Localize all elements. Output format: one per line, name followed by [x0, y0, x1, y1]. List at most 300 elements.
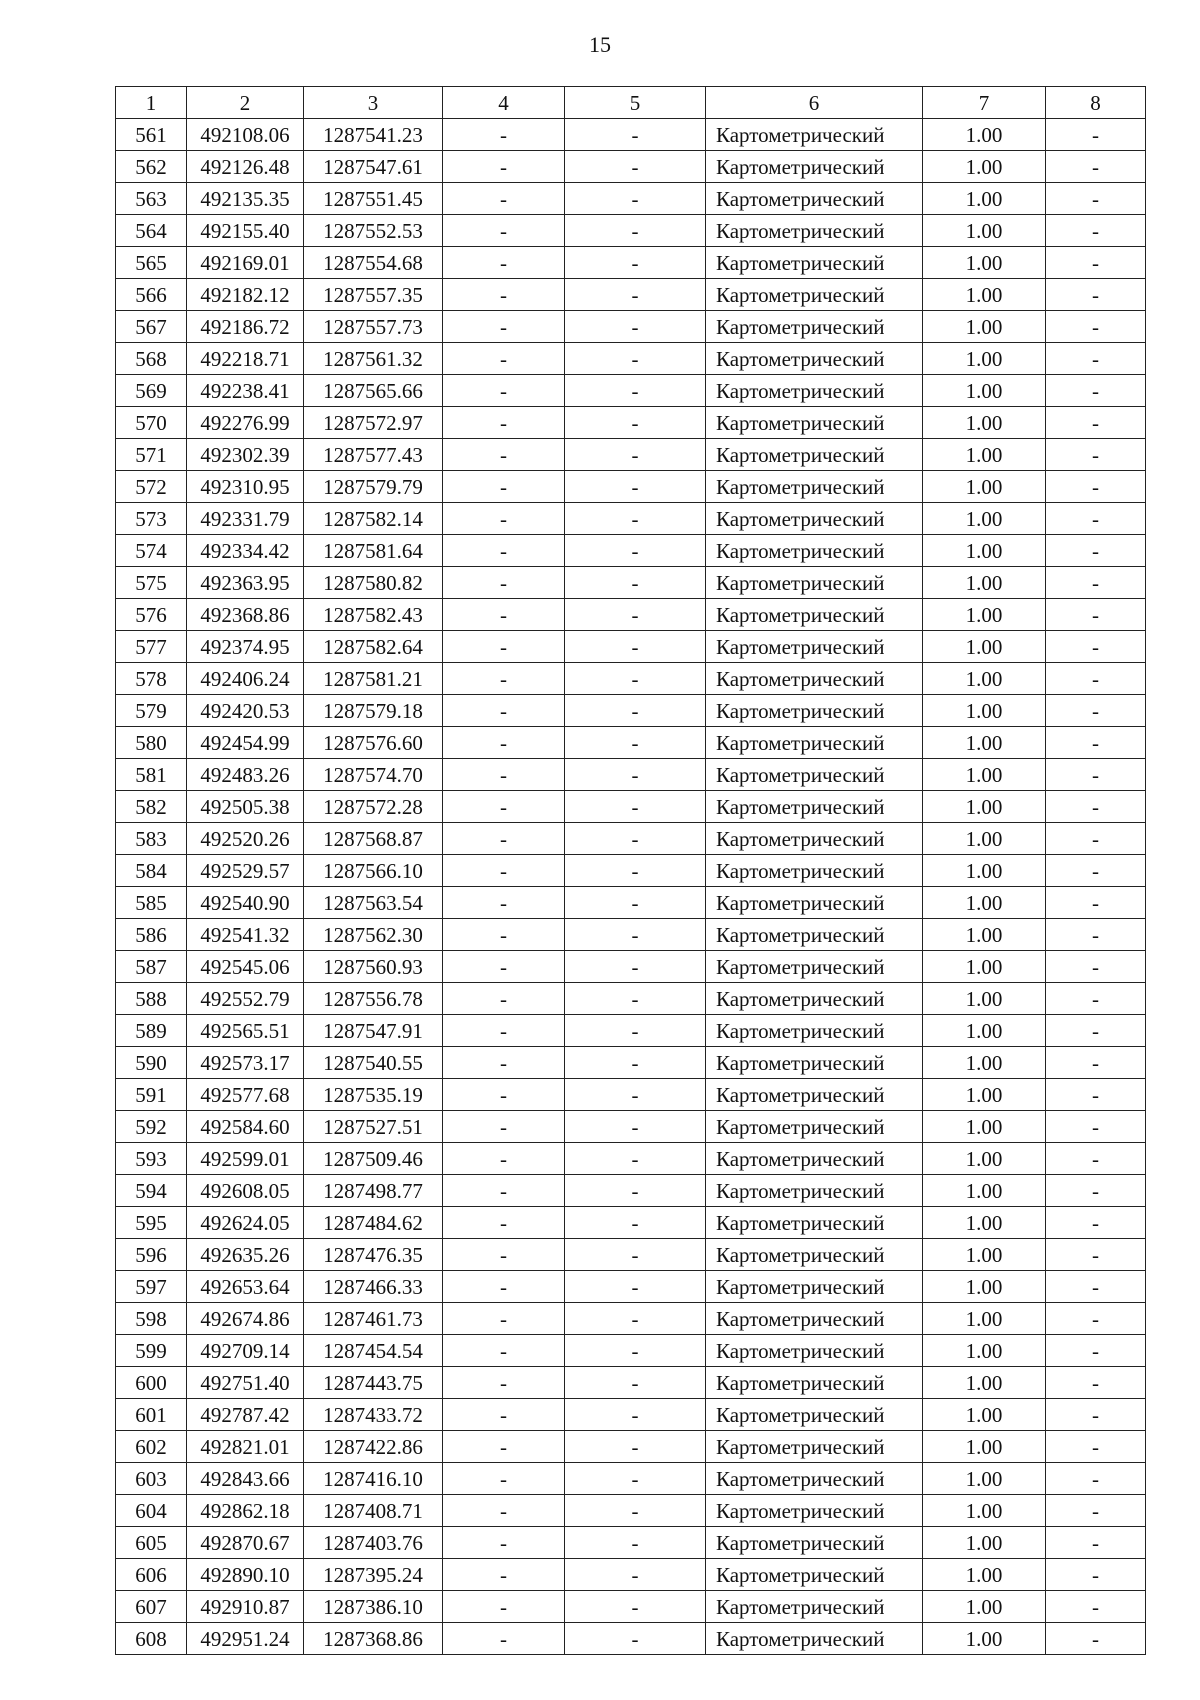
point-number-cell: 598 — [116, 1303, 187, 1335]
table-row — [116, 247, 1146, 279]
x-coordinate-cell: 492126.48 — [187, 151, 304, 183]
col8-cell: - — [1046, 951, 1146, 983]
accuracy-cell: 1.00 — [923, 311, 1046, 343]
method-cell: Картометрический — [706, 119, 923, 151]
column-header: 5 — [565, 87, 706, 119]
y-coordinate-cell: 1287560.93 — [304, 951, 443, 983]
y-coordinate-cell: 1287582.43 — [304, 599, 443, 631]
x-coordinate-cell: 492624.05 — [187, 1207, 304, 1239]
col5-cell: - — [565, 1623, 706, 1655]
y-coordinate-cell: 1287395.24 — [304, 1559, 443, 1591]
col4-cell: - — [443, 119, 565, 151]
col8-cell: - — [1046, 1047, 1146, 1079]
point-number-cell: 591 — [116, 1079, 187, 1111]
method-cell: Картометрический — [706, 951, 923, 983]
col8-cell: - — [1046, 1271, 1146, 1303]
col4-cell: - — [443, 535, 565, 567]
table-row — [116, 1495, 1146, 1527]
accuracy-cell: 1.00 — [923, 567, 1046, 599]
col8-cell: - — [1046, 535, 1146, 567]
col4-cell: - — [443, 1335, 565, 1367]
method-cell: Картометрический — [706, 631, 923, 663]
y-coordinate-cell: 1287422.86 — [304, 1431, 443, 1463]
col4-cell: - — [443, 951, 565, 983]
table-row — [116, 887, 1146, 919]
col4-cell: - — [443, 887, 565, 919]
header-row — [116, 87, 1146, 119]
col4-cell: - — [443, 1239, 565, 1271]
col5-cell: - — [565, 1079, 706, 1111]
point-number-cell: 580 — [116, 727, 187, 759]
table-row — [116, 1399, 1146, 1431]
col5-cell: - — [565, 663, 706, 695]
y-coordinate-cell: 1287556.78 — [304, 983, 443, 1015]
accuracy-cell: 1.00 — [923, 695, 1046, 727]
column-header: 2 — [187, 87, 304, 119]
x-coordinate-cell: 492674.86 — [187, 1303, 304, 1335]
accuracy-cell: 1.00 — [923, 631, 1046, 663]
accuracy-cell: 1.00 — [923, 727, 1046, 759]
method-cell: Картометрический — [706, 279, 923, 311]
accuracy-cell: 1.00 — [923, 599, 1046, 631]
y-coordinate-cell: 1287454.54 — [304, 1335, 443, 1367]
accuracy-cell: 1.00 — [923, 215, 1046, 247]
col5-cell: - — [565, 791, 706, 823]
method-cell: Картометрический — [706, 503, 923, 535]
method-cell: Картометрический — [706, 855, 923, 887]
accuracy-cell: 1.00 — [923, 1495, 1046, 1527]
accuracy-cell: 1.00 — [923, 1431, 1046, 1463]
method-cell: Картометрический — [706, 695, 923, 727]
y-coordinate-cell: 1287547.91 — [304, 1015, 443, 1047]
point-number-cell: 583 — [116, 823, 187, 855]
col5-cell: - — [565, 471, 706, 503]
method-cell: Картометрический — [706, 471, 923, 503]
col5-cell: - — [565, 855, 706, 887]
col8-cell: - — [1046, 407, 1146, 439]
table-row — [116, 1335, 1146, 1367]
col4-cell: - — [443, 1015, 565, 1047]
method-cell: Картометрический — [706, 183, 923, 215]
table-row — [116, 823, 1146, 855]
table-row — [116, 599, 1146, 631]
accuracy-cell: 1.00 — [923, 823, 1046, 855]
method-cell: Картометрический — [706, 1591, 923, 1623]
point-number-cell: 574 — [116, 535, 187, 567]
col8-cell: - — [1046, 1463, 1146, 1495]
x-coordinate-cell: 492368.86 — [187, 599, 304, 631]
col8-cell: - — [1046, 983, 1146, 1015]
y-coordinate-cell: 1287557.73 — [304, 311, 443, 343]
point-number-cell: 606 — [116, 1559, 187, 1591]
point-number-cell: 564 — [116, 215, 187, 247]
accuracy-cell: 1.00 — [923, 247, 1046, 279]
table-row — [116, 1527, 1146, 1559]
accuracy-cell: 1.00 — [923, 279, 1046, 311]
col4-cell: - — [443, 183, 565, 215]
x-coordinate-cell: 492552.79 — [187, 983, 304, 1015]
col4-cell: - — [443, 1367, 565, 1399]
accuracy-cell: 1.00 — [923, 407, 1046, 439]
method-cell: Картометрический — [706, 663, 923, 695]
accuracy-cell: 1.00 — [923, 1271, 1046, 1303]
table-row — [116, 855, 1146, 887]
col4-cell: - — [443, 727, 565, 759]
col4-cell: - — [443, 567, 565, 599]
col8-cell: - — [1046, 151, 1146, 183]
point-number-cell: 588 — [116, 983, 187, 1015]
point-number-cell: 608 — [116, 1623, 187, 1655]
accuracy-cell: 1.00 — [923, 1047, 1046, 1079]
page-number: 15 — [589, 32, 611, 57]
col8-cell: - — [1046, 727, 1146, 759]
x-coordinate-cell: 492577.68 — [187, 1079, 304, 1111]
table-row — [116, 1047, 1146, 1079]
x-coordinate-cell: 492540.90 — [187, 887, 304, 919]
x-coordinate-cell: 492635.26 — [187, 1239, 304, 1271]
table-row — [116, 471, 1146, 503]
col5-cell: - — [565, 823, 706, 855]
col4-cell: - — [443, 1399, 565, 1431]
table-row — [116, 1175, 1146, 1207]
method-cell: Картометрический — [706, 1495, 923, 1527]
table-header — [116, 87, 1146, 119]
y-coordinate-cell: 1287527.51 — [304, 1111, 443, 1143]
y-coordinate-cell: 1287579.79 — [304, 471, 443, 503]
y-coordinate-cell: 1287561.32 — [304, 343, 443, 375]
point-number-cell: 599 — [116, 1335, 187, 1367]
table-row — [116, 791, 1146, 823]
table-row — [116, 663, 1146, 695]
y-coordinate-cell: 1287547.61 — [304, 151, 443, 183]
col5-cell: - — [565, 1463, 706, 1495]
x-coordinate-cell: 492751.40 — [187, 1367, 304, 1399]
accuracy-cell: 1.00 — [923, 1463, 1046, 1495]
col5-cell: - — [565, 887, 706, 919]
method-cell: Картометрический — [706, 1047, 923, 1079]
x-coordinate-cell: 492529.57 — [187, 855, 304, 887]
accuracy-cell: 1.00 — [923, 1239, 1046, 1271]
point-number-cell: 566 — [116, 279, 187, 311]
col8-cell: - — [1046, 1431, 1146, 1463]
col4-cell: - — [443, 855, 565, 887]
col5-cell: - — [565, 311, 706, 343]
table-row — [116, 1271, 1146, 1303]
point-number-cell: 593 — [116, 1143, 187, 1175]
accuracy-cell: 1.00 — [923, 151, 1046, 183]
table-row — [116, 503, 1146, 535]
table-body — [116, 119, 1146, 1655]
table-row — [116, 1143, 1146, 1175]
x-coordinate-cell: 492331.79 — [187, 503, 304, 535]
accuracy-cell: 1.00 — [923, 759, 1046, 791]
col8-cell: - — [1046, 1527, 1146, 1559]
point-number-cell: 603 — [116, 1463, 187, 1495]
x-coordinate-cell: 492218.71 — [187, 343, 304, 375]
col4-cell: - — [443, 471, 565, 503]
point-number-cell: 604 — [116, 1495, 187, 1527]
table-row — [116, 343, 1146, 375]
col5-cell: - — [565, 1175, 706, 1207]
col4-cell: - — [443, 823, 565, 855]
x-coordinate-cell: 492541.32 — [187, 919, 304, 951]
point-number-cell: 582 — [116, 791, 187, 823]
col8-cell: - — [1046, 1303, 1146, 1335]
point-number-cell: 573 — [116, 503, 187, 535]
y-coordinate-cell: 1287574.70 — [304, 759, 443, 791]
point-number-cell: 595 — [116, 1207, 187, 1239]
table-row — [116, 983, 1146, 1015]
table-row — [116, 375, 1146, 407]
point-number-cell: 590 — [116, 1047, 187, 1079]
y-coordinate-cell: 1287484.62 — [304, 1207, 443, 1239]
method-cell: Картометрический — [706, 1271, 923, 1303]
point-number-cell: 571 — [116, 439, 187, 471]
col4-cell: - — [443, 343, 565, 375]
col5-cell: - — [565, 375, 706, 407]
accuracy-cell: 1.00 — [923, 1015, 1046, 1047]
x-coordinate-cell: 492454.99 — [187, 727, 304, 759]
col5-cell: - — [565, 119, 706, 151]
table-row — [116, 759, 1146, 791]
column-header: 1 — [116, 87, 187, 119]
col8-cell: - — [1046, 759, 1146, 791]
col8-cell: - — [1046, 311, 1146, 343]
table-row — [116, 1463, 1146, 1495]
col8-cell: - — [1046, 343, 1146, 375]
method-cell: Картометрический — [706, 759, 923, 791]
col4-cell: - — [443, 215, 565, 247]
col5-cell: - — [565, 183, 706, 215]
col8-cell: - — [1046, 1495, 1146, 1527]
col4-cell: - — [443, 759, 565, 791]
col4-cell: - — [443, 1591, 565, 1623]
method-cell: Картометрический — [706, 1623, 923, 1655]
x-coordinate-cell: 492363.95 — [187, 567, 304, 599]
y-coordinate-cell: 1287582.14 — [304, 503, 443, 535]
table-row — [116, 1431, 1146, 1463]
column-header: 4 — [443, 87, 565, 119]
table-row — [116, 695, 1146, 727]
col5-cell: - — [565, 215, 706, 247]
point-number-cell: 563 — [116, 183, 187, 215]
col5-cell: - — [565, 1239, 706, 1271]
x-coordinate-cell: 492169.01 — [187, 247, 304, 279]
point-number-cell: 567 — [116, 311, 187, 343]
table-row — [116, 727, 1146, 759]
x-coordinate-cell: 492584.60 — [187, 1111, 304, 1143]
x-coordinate-cell: 492406.24 — [187, 663, 304, 695]
accuracy-cell: 1.00 — [923, 503, 1046, 535]
col4-cell: - — [443, 1431, 565, 1463]
col5-cell: - — [565, 503, 706, 535]
table-row — [116, 1303, 1146, 1335]
col8-cell: - — [1046, 1015, 1146, 1047]
point-number-cell: 597 — [116, 1271, 187, 1303]
method-cell: Картометрический — [706, 823, 923, 855]
point-number-cell: 607 — [116, 1591, 187, 1623]
col4-cell: - — [443, 1207, 565, 1239]
method-cell: Картометрический — [706, 1559, 923, 1591]
table-row — [116, 407, 1146, 439]
x-coordinate-cell: 492910.87 — [187, 1591, 304, 1623]
accuracy-cell: 1.00 — [923, 1559, 1046, 1591]
accuracy-cell: 1.00 — [923, 887, 1046, 919]
point-number-cell: 584 — [116, 855, 187, 887]
x-coordinate-cell: 492573.17 — [187, 1047, 304, 1079]
table-row — [116, 279, 1146, 311]
x-coordinate-cell: 492951.24 — [187, 1623, 304, 1655]
y-coordinate-cell: 1287557.35 — [304, 279, 443, 311]
method-cell: Картометрический — [706, 1175, 923, 1207]
y-coordinate-cell: 1287582.64 — [304, 631, 443, 663]
col5-cell: - — [565, 1271, 706, 1303]
accuracy-cell: 1.00 — [923, 183, 1046, 215]
col5-cell: - — [565, 695, 706, 727]
col4-cell: - — [443, 663, 565, 695]
y-coordinate-cell: 1287498.77 — [304, 1175, 443, 1207]
col5-cell: - — [565, 279, 706, 311]
table-row — [116, 1367, 1146, 1399]
col8-cell: - — [1046, 823, 1146, 855]
col5-cell: - — [565, 1527, 706, 1559]
point-number-cell: 578 — [116, 663, 187, 695]
col4-cell: - — [443, 695, 565, 727]
y-coordinate-cell: 1287552.53 — [304, 215, 443, 247]
table-row — [116, 119, 1146, 151]
col4-cell: - — [443, 375, 565, 407]
x-coordinate-cell: 492276.99 — [187, 407, 304, 439]
y-coordinate-cell: 1287568.87 — [304, 823, 443, 855]
col5-cell: - — [565, 951, 706, 983]
x-coordinate-cell: 492843.66 — [187, 1463, 304, 1495]
method-cell: Картометрический — [706, 727, 923, 759]
point-number-cell: 568 — [116, 343, 187, 375]
col8-cell: - — [1046, 1111, 1146, 1143]
col8-cell: - — [1046, 1079, 1146, 1111]
accuracy-cell: 1.00 — [923, 119, 1046, 151]
col8-cell: - — [1046, 1367, 1146, 1399]
method-cell: Картометрический — [706, 1335, 923, 1367]
method-cell: Картометрический — [706, 1431, 923, 1463]
point-number-cell: 581 — [116, 759, 187, 791]
col4-cell: - — [443, 311, 565, 343]
accuracy-cell: 1.00 — [923, 1111, 1046, 1143]
accuracy-cell: 1.00 — [923, 1079, 1046, 1111]
point-number-cell: 562 — [116, 151, 187, 183]
col5-cell: - — [565, 1559, 706, 1591]
point-number-cell: 585 — [116, 887, 187, 919]
method-cell: Картометрический — [706, 1143, 923, 1175]
x-coordinate-cell: 492862.18 — [187, 1495, 304, 1527]
method-cell: Картометрический — [706, 567, 923, 599]
accuracy-cell: 1.00 — [923, 919, 1046, 951]
point-number-cell: 602 — [116, 1431, 187, 1463]
point-number-cell: 576 — [116, 599, 187, 631]
y-coordinate-cell: 1287576.60 — [304, 727, 443, 759]
col5-cell: - — [565, 1143, 706, 1175]
table-row — [116, 919, 1146, 951]
table-row — [116, 951, 1146, 983]
table-row — [116, 1559, 1146, 1591]
col8-cell: - — [1046, 215, 1146, 247]
y-coordinate-cell: 1287572.28 — [304, 791, 443, 823]
point-number-cell: 577 — [116, 631, 187, 663]
accuracy-cell: 1.00 — [923, 1303, 1046, 1335]
point-number-cell: 589 — [116, 1015, 187, 1047]
col5-cell: - — [565, 1111, 706, 1143]
point-number-cell: 587 — [116, 951, 187, 983]
table-row — [116, 151, 1146, 183]
table-row — [116, 439, 1146, 471]
y-coordinate-cell: 1287563.54 — [304, 887, 443, 919]
method-cell: Картометрический — [706, 1111, 923, 1143]
col8-cell: - — [1046, 1559, 1146, 1591]
col5-cell: - — [565, 1303, 706, 1335]
method-cell: Картометрический — [706, 215, 923, 247]
col5-cell: - — [565, 1207, 706, 1239]
col4-cell: - — [443, 503, 565, 535]
point-number-cell: 600 — [116, 1367, 187, 1399]
y-coordinate-cell: 1287416.10 — [304, 1463, 443, 1495]
x-coordinate-cell: 492483.26 — [187, 759, 304, 791]
method-cell: Картометрический — [706, 887, 923, 919]
point-number-cell: 601 — [116, 1399, 187, 1431]
y-coordinate-cell: 1287565.66 — [304, 375, 443, 407]
x-coordinate-cell: 492334.42 — [187, 535, 304, 567]
x-coordinate-cell: 492186.72 — [187, 311, 304, 343]
col5-cell: - — [565, 247, 706, 279]
point-number-cell: 570 — [116, 407, 187, 439]
x-coordinate-cell: 492302.39 — [187, 439, 304, 471]
col5-cell: - — [565, 727, 706, 759]
x-coordinate-cell: 492310.95 — [187, 471, 304, 503]
col4-cell: - — [443, 407, 565, 439]
method-cell: Картометрический — [706, 1239, 923, 1271]
col8-cell: - — [1046, 183, 1146, 215]
col8-cell: - — [1046, 919, 1146, 951]
x-coordinate-cell: 492374.95 — [187, 631, 304, 663]
col8-cell: - — [1046, 663, 1146, 695]
y-coordinate-cell: 1287476.35 — [304, 1239, 443, 1271]
col8-cell: - — [1046, 1623, 1146, 1655]
col4-cell: - — [443, 1271, 565, 1303]
method-cell: Картометрический — [706, 983, 923, 1015]
y-coordinate-cell: 1287572.97 — [304, 407, 443, 439]
table-row — [116, 1623, 1146, 1655]
table-row — [116, 1111, 1146, 1143]
col8-cell: - — [1046, 695, 1146, 727]
accuracy-cell: 1.00 — [923, 343, 1046, 375]
column-header: 7 — [923, 87, 1046, 119]
method-cell: Картометрический — [706, 1079, 923, 1111]
col4-cell: - — [443, 151, 565, 183]
method-cell: Картометрический — [706, 1367, 923, 1399]
col4-cell: - — [443, 1111, 565, 1143]
method-cell: Картометрический — [706, 247, 923, 279]
y-coordinate-cell: 1287554.68 — [304, 247, 443, 279]
method-cell: Картометрический — [706, 1463, 923, 1495]
x-coordinate-cell: 492182.12 — [187, 279, 304, 311]
col8-cell: - — [1046, 567, 1146, 599]
x-coordinate-cell: 492709.14 — [187, 1335, 304, 1367]
accuracy-cell: 1.00 — [923, 1527, 1046, 1559]
table-row — [116, 1207, 1146, 1239]
col4-cell: - — [443, 791, 565, 823]
method-cell: Картометрический — [706, 407, 923, 439]
x-coordinate-cell: 492890.10 — [187, 1559, 304, 1591]
col5-cell: - — [565, 1591, 706, 1623]
